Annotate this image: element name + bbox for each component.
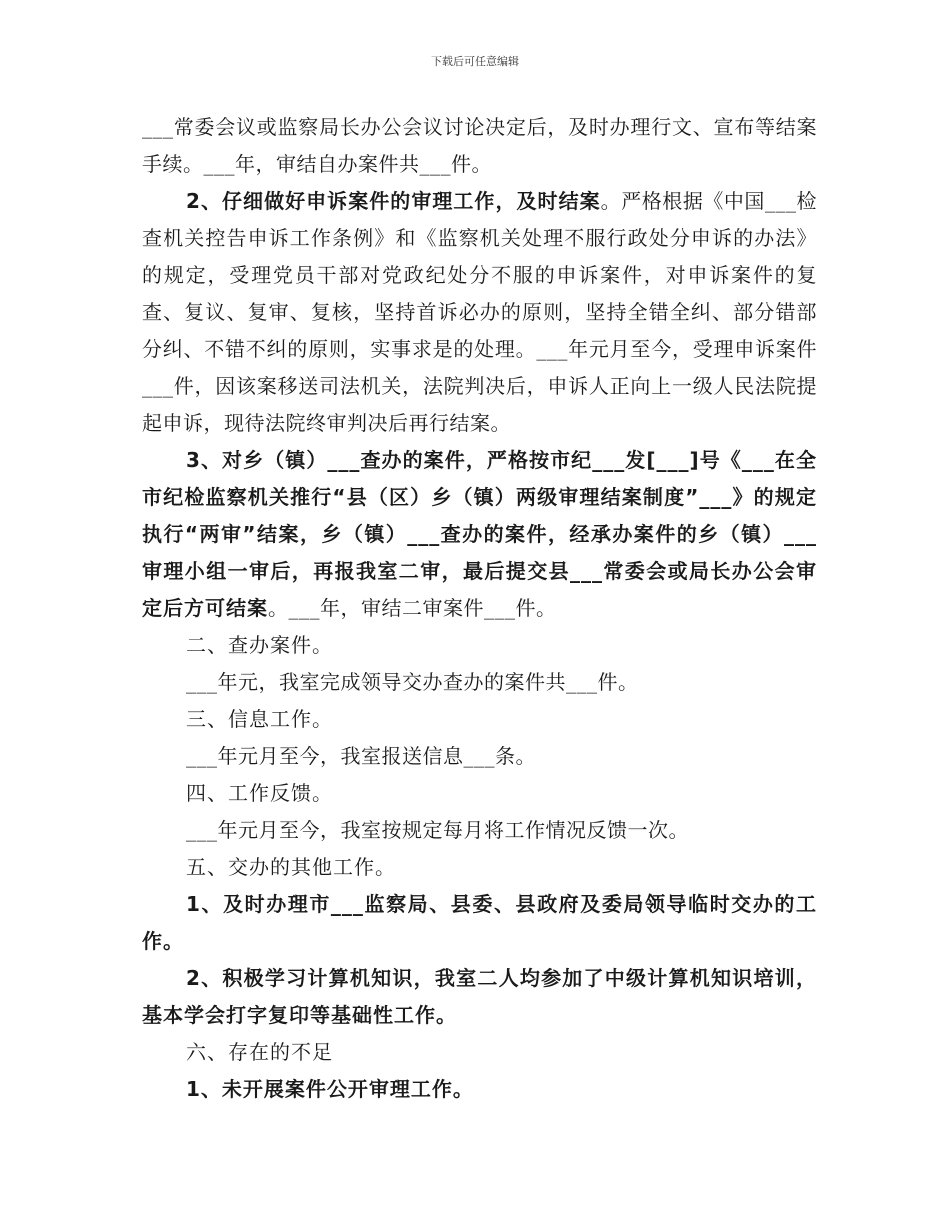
appeal-cases-body: 。严格根据《中国___检查机关控告申诉工作条例》和《监察机关处理不服行政处分申诉的办法》的规定，受理党员干部对党政纪处分不服的申诉案件，对申诉案件的复查、复议、复审、复核，坚持首诉必办的原则，坚持全错全纠、部分错部分纠、不错不纠的原则，实事求是的处理。___年元月至今，受理申诉案件___件，因该案移送司法机关，法院判决后，申诉人正向上一级人民法院提起申诉，现待法院终审判决后再行结案。	[142, 189, 818, 435]
township-cases-lead: 3、对乡（镇）___查办的案件，严格按市纪___发[___]号《___在全市纪检监察机关推行“县（区）乡（镇）两级审理结案制度”___》的规定执行“两审”结案，乡（镇）___查办的案件，经承办案件的乡（镇）___审理小组一审后，再报我室二审，最后提交县___常委会或局长办公会审定后方可结案	[142, 448, 817, 620]
paragraph-township-cases	[142, 442, 817, 627]
paragraph-appeal-cases	[142, 183, 817, 442]
paragraph-other-work-1: 1、及时办理市___监察局、县委、县政府及委局领导临时交办的工作。	[142, 892, 817, 953]
paragraph-investigation: ___年元，我室完成领导交办查办的案件共___件。	[186, 670, 639, 694]
section-heading-feedback: 四、工作反馈。	[186, 781, 333, 805]
section-heading-shortcomings: 六、存在的不足	[186, 1040, 333, 1064]
section-heading-investigation: 二、查办案件。	[186, 633, 333, 657]
township-cases-body: 。___年，审结二审案件___件。	[268, 596, 557, 620]
section-heading-other-work: 五、交办的其他工作。	[186, 855, 396, 879]
appeal-cases-lead: 2、仔细做好申诉案件的审理工作，及时结案	[186, 189, 601, 213]
paragraph-shortcoming-1: 1、未开展案件公开审理工作。	[186, 1077, 474, 1101]
paragraph-information: ___年元月至今，我室报送信息___条。	[186, 744, 536, 768]
section-heading-information: 三、信息工作。	[186, 707, 333, 731]
paragraph-case-closing: ___常委会议或监察局长办公会议讨论决定后，及时办理行文、宣布等结案手续。___年，审结自办案件共___件。	[142, 115, 817, 176]
page-header: 下载后可任意编辑	[431, 55, 519, 68]
document-body	[142, 109, 817, 1108]
paragraph-other-work-2: 2、积极学习计算机知识，我室二人均参加了中级计算机知识培训，基本学会打字复印等基础性工作。	[142, 966, 817, 1027]
paragraph-feedback: ___年元月至今，我室按规定每月将工作情况反馈一次。	[186, 818, 689, 842]
